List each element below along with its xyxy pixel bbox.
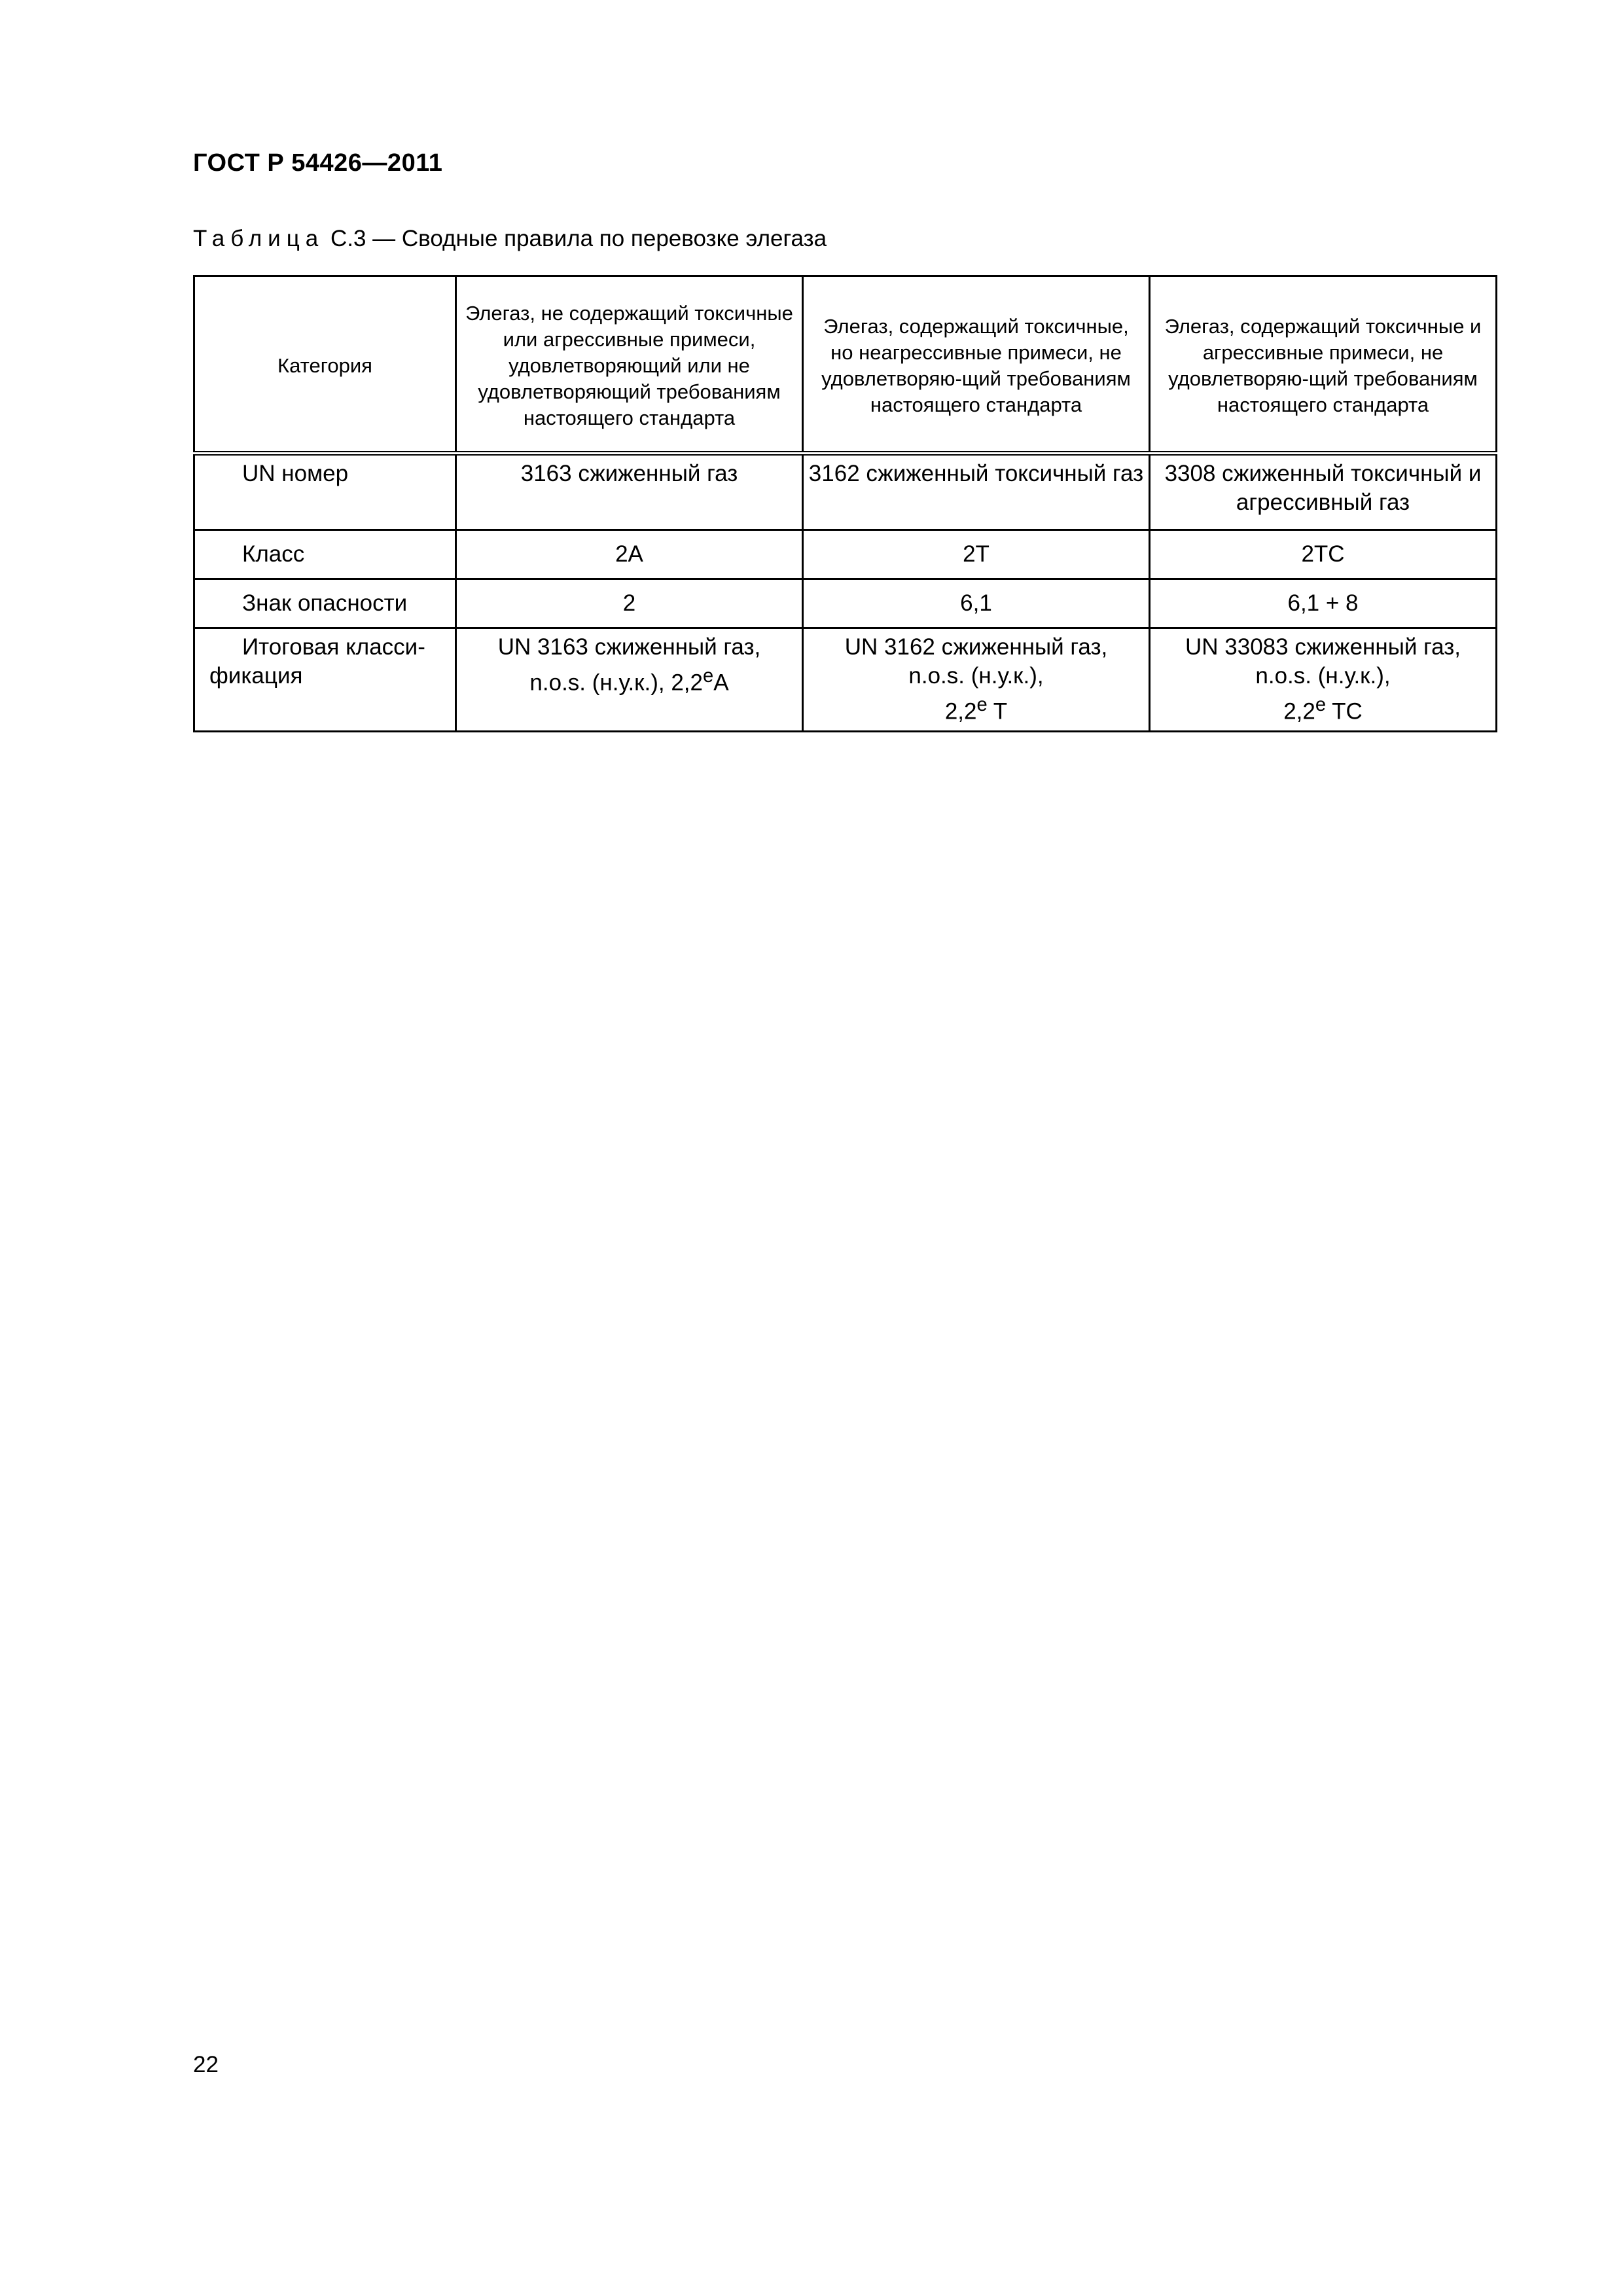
cell-line xyxy=(1154,691,1491,726)
table-cell xyxy=(803,628,1150,732)
document-header: ГОСТ Р 54426—2011 xyxy=(193,149,443,177)
cell-line xyxy=(808,691,1145,726)
cell-line: n.o.s. (н.у.к.), xyxy=(908,663,1044,689)
row-category-label: Знак опасности xyxy=(242,590,408,616)
table-cell xyxy=(456,628,803,732)
table-cell: 3163 сжиженный газ xyxy=(456,454,803,530)
table-cell: 2TC xyxy=(1150,530,1497,579)
row-category-label: UN номер xyxy=(242,461,349,486)
table-row xyxy=(194,454,1497,530)
header-pure-gas: Элегаз, не содержащий токсичные или агрессивные примеси, удовлетворяющий или не удовлетворяющий требованиям настоящего стандарта xyxy=(456,276,803,454)
table-cell: 2A xyxy=(456,530,803,579)
table-row xyxy=(194,530,1497,579)
header-toxic-gas: Элегаз, содержащий токсичные, но неагрессивные примеси, не удовлетворяю-щий требованиям настоящего стандарта xyxy=(803,276,1150,454)
header-category: Категория xyxy=(194,276,456,454)
table-row xyxy=(194,579,1497,628)
table-caption-prefix: Таблица xyxy=(193,226,325,251)
cell-text: T xyxy=(987,698,1008,725)
transport-rules-table xyxy=(193,275,1497,732)
table-header-row xyxy=(194,276,1497,454)
cell-line xyxy=(461,662,798,698)
page-number: 22 xyxy=(193,2052,219,2077)
cell-line: UN 3162 сжиженный газ, xyxy=(844,634,1108,660)
table-row xyxy=(194,628,1497,732)
table-cell: 2T xyxy=(803,530,1150,579)
row-category-un-number xyxy=(194,454,456,530)
cell-line: UN 33083 сжиженный газ, xyxy=(1185,634,1461,660)
table-caption xyxy=(193,226,827,252)
cell-text: 2,2 xyxy=(1283,698,1315,725)
table-cell: 3162 сжиженный токсичный газ xyxy=(803,454,1150,530)
table-caption-text: С.3 — Сводные правила по перевозке элегаза xyxy=(324,226,827,251)
row-category-final-classification xyxy=(194,628,456,732)
superscript-e: e xyxy=(702,666,714,687)
row-category-class xyxy=(194,530,456,579)
cell-text: 2,2 xyxy=(944,698,977,725)
table-cell xyxy=(1150,628,1497,732)
superscript-e: e xyxy=(976,694,988,715)
cell-text: n.o.s. (н.у.к.), 2,2 xyxy=(529,670,703,696)
cell-line: UN 3163 сжиженный газ, xyxy=(497,634,761,660)
cell-line: n.o.s. (н.у.к.), xyxy=(1255,663,1391,689)
row-category-label: Класс xyxy=(242,541,305,567)
cell-text: A xyxy=(713,670,729,696)
table-cell: 3308 сжиженный токсичный и агрессивный газ xyxy=(1150,454,1497,530)
row-category-hazard-sign xyxy=(194,579,456,628)
table-cell: 2 xyxy=(456,579,803,628)
superscript-e: e xyxy=(1315,694,1327,715)
row-category-label-line2: фикация xyxy=(209,663,303,689)
cell-text: TC xyxy=(1326,698,1363,725)
table-cell: 6,1 xyxy=(803,579,1150,628)
row-category-label-line1: Итоговая класси- xyxy=(242,634,425,660)
header-toxic-corrosive-gas: Элегаз, содержащий токсичные и агрессивные примеси, не удовлетворяю-щий требованиям настоящего стандарта xyxy=(1150,276,1497,454)
table-cell: 6,1 + 8 xyxy=(1150,579,1497,628)
